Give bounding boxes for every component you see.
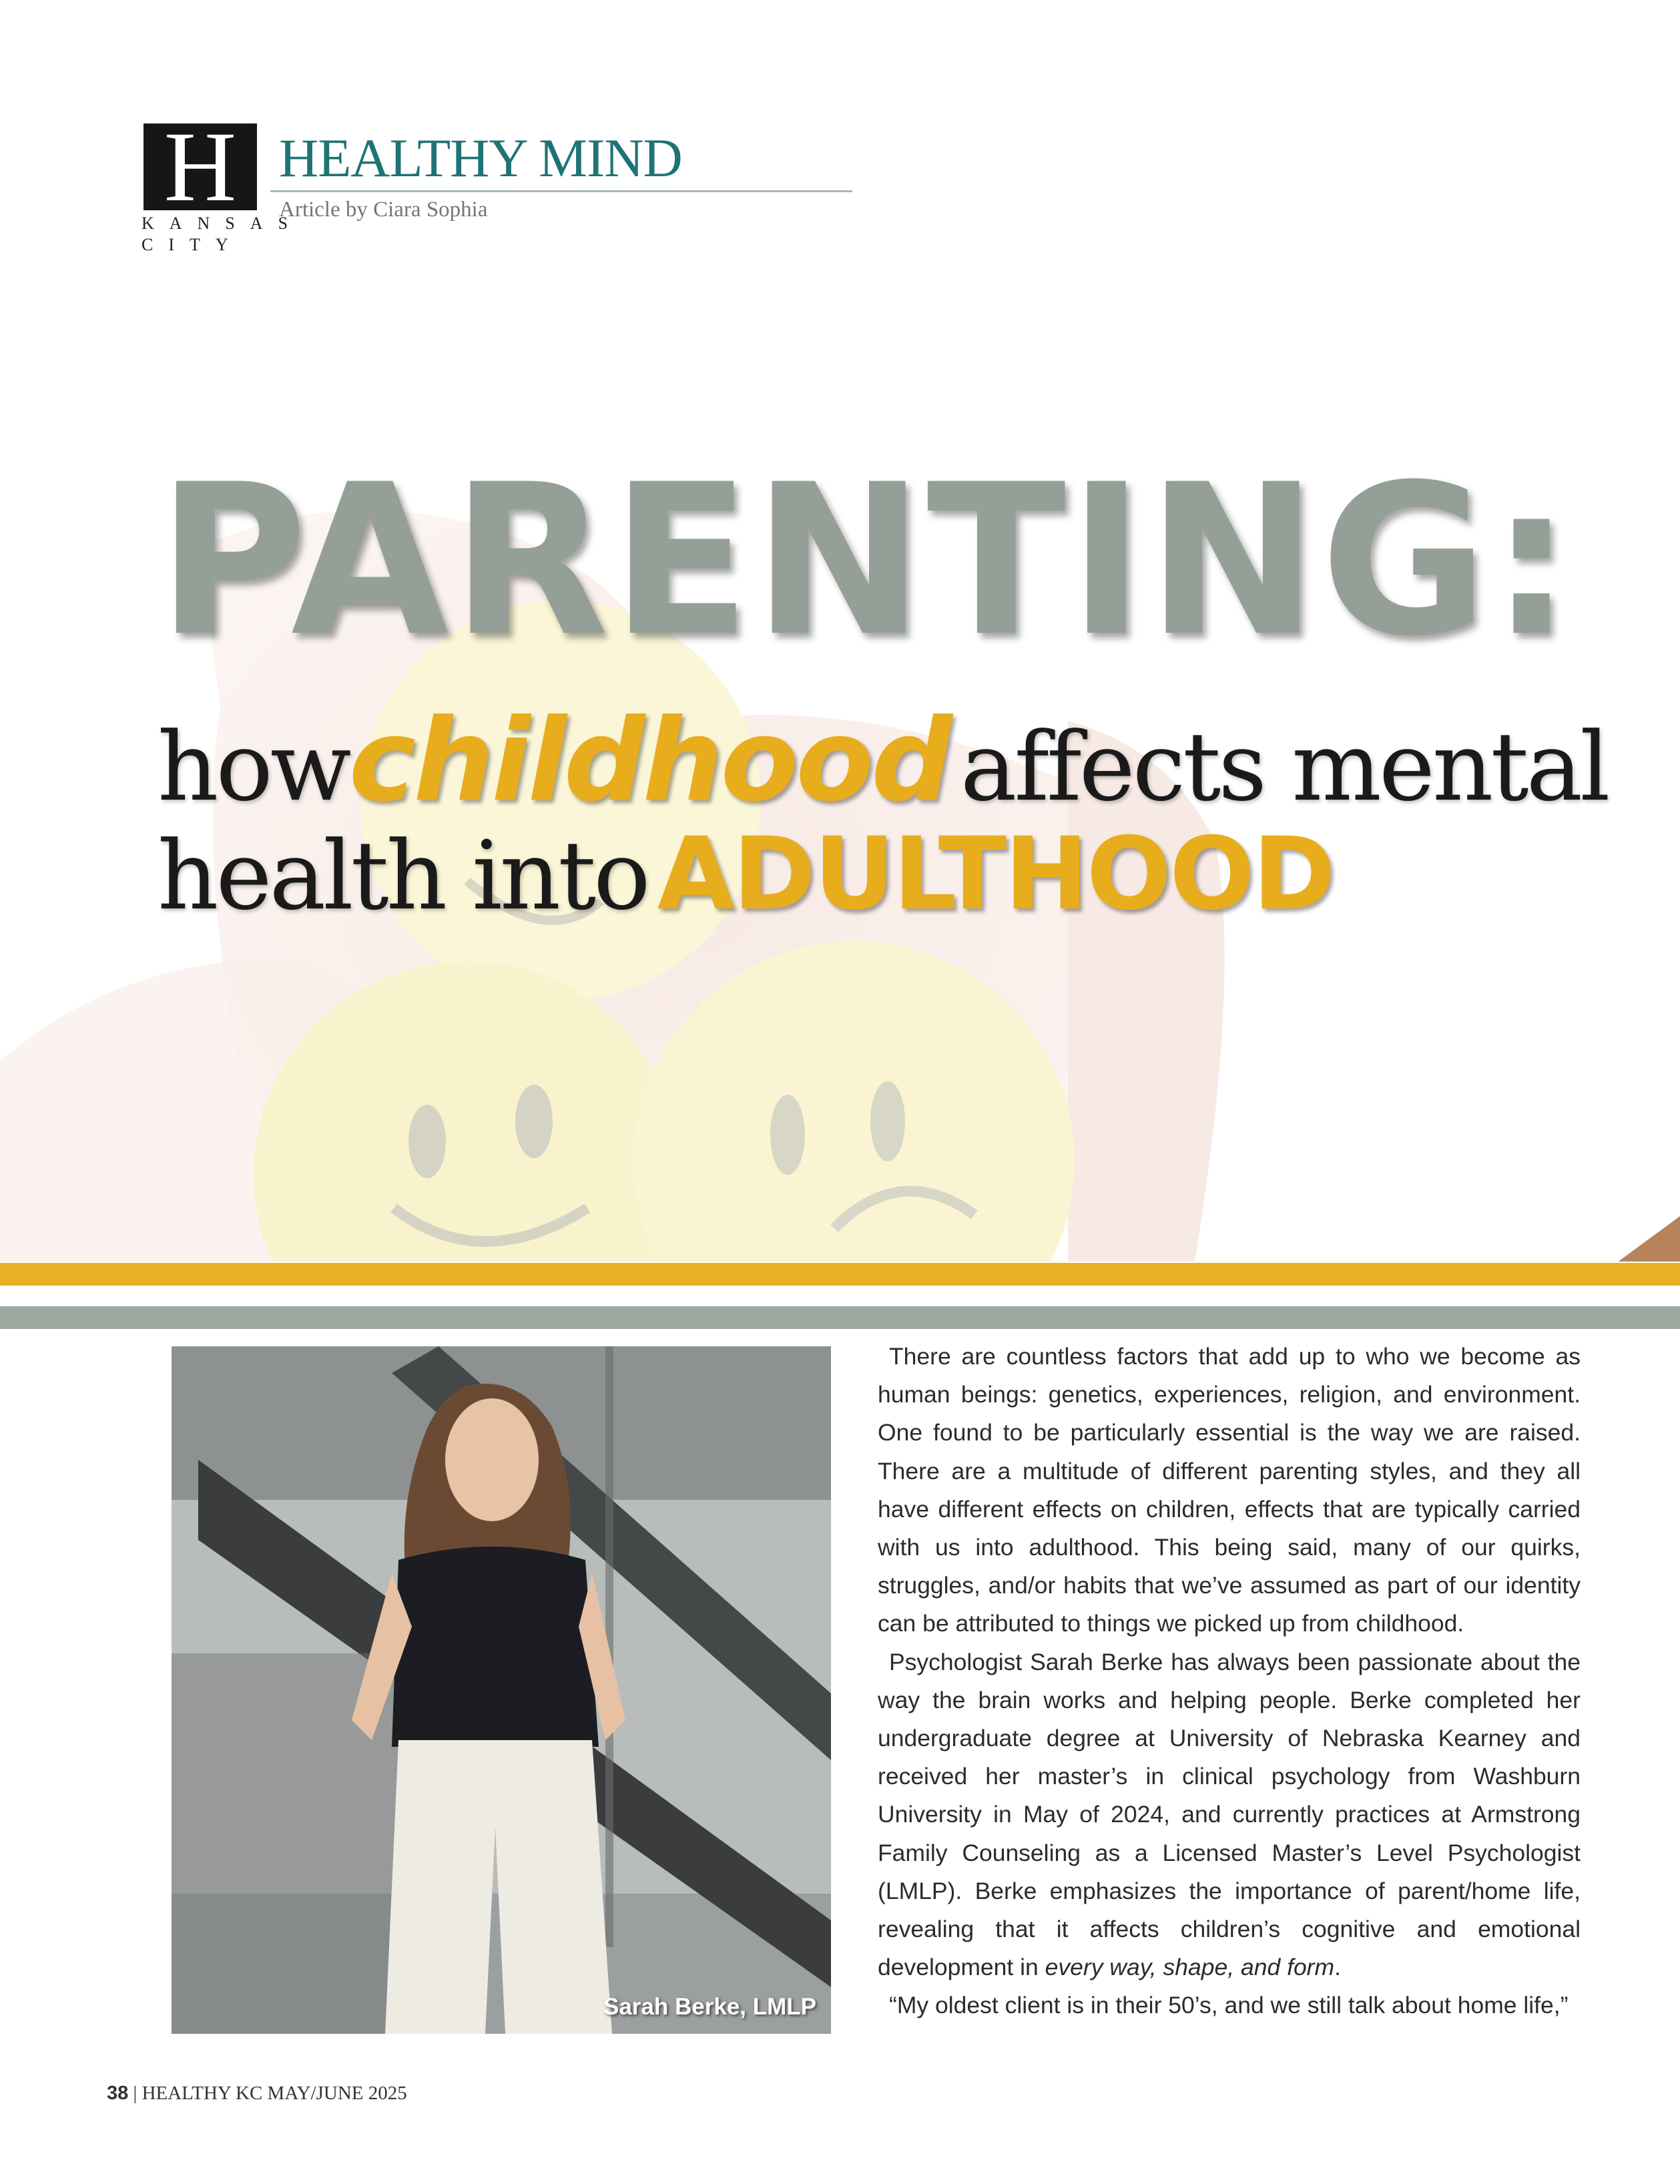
header-divider — [270, 190, 852, 192]
section-title: HEALTHY MIND — [279, 127, 682, 188]
body-text-run: Psychologist Sarah Berke has always been passionate about the way the brain works and helping people. Berke completed her undergraduate degree at University of Nebraska Kearney and received her master’s in clinical psychology from Washburn University in May of 2024, and currently practices at Armstrong Family Counseling as a Licensed Master’s Level Psychologist (LMLP). Berke emphasizes the importance of parent/home life, revealing that it affects children’s cognitive and emotional development in — [878, 1648, 1581, 1981]
smiley-eye — [770, 1095, 805, 1175]
smiley-eye — [408, 1105, 446, 1178]
subtitle-emphasis-adulthood: ADULTHOOD — [657, 816, 1334, 932]
subtitle-word: affects mental — [960, 712, 1608, 822]
page-footer — [107, 2083, 407, 2105]
body-text-emphasis: every way, shape, and form — [1045, 1954, 1335, 1981]
body-paragraph: “My oldest client is in their 50’s, and we still talk about home life,” — [889, 1992, 1569, 2019]
headline-title: PARENTING: — [158, 439, 1575, 682]
subtitle-emphasis-childhood: childhood — [348, 695, 950, 827]
smiley-eye — [870, 1081, 905, 1161]
logo-text-kansas: KANSAS — [142, 214, 304, 233]
logo-text-city: CITY — [142, 235, 244, 254]
decorative-stripe-gray — [0, 1306, 1680, 1329]
body-paragraph: There are countless factors that add up to who we become as human beings: genetics, experiences, religion, and environment. One found to be particularly essential is the way we are raised. There are a multitude of different parenting styles, and they all have different effects on children, effects that are typically carried with us into adulthood. This being said, many of our quirks, struggles, and/or habits that we’ve assumed as part of our identity can be attributed to things we picked up from childhood. — [878, 1343, 1581, 1637]
page-number: 38 — [107, 2083, 129, 2104]
issue-date: MAY/JUNE 2025 — [267, 2083, 407, 2104]
portrait-photo — [172, 1346, 831, 2034]
body-paragraph — [878, 1643, 1581, 1987]
wood-corner — [1562, 1216, 1680, 1262]
subtitle-word: health into — [158, 821, 648, 931]
logo-mark: H — [144, 123, 257, 210]
decorative-stripe-gold — [0, 1263, 1680, 1286]
portrait-illustration — [172, 1346, 831, 2034]
publication-name: HEALTHY KC — [142, 2083, 263, 2104]
subtitle-word: how — [158, 712, 349, 822]
body-text-run: . — [1334, 1954, 1341, 1981]
photo-caption: Sarah Berke, LMLP — [603, 1994, 816, 2020]
byline: Article by Ciara Sophia — [279, 198, 488, 222]
smiley-eye — [515, 1085, 553, 1158]
headline-subtitle-line-2 — [158, 818, 1334, 963]
article-body — [878, 1338, 1581, 2025]
footer-separator: | — [133, 2083, 137, 2104]
